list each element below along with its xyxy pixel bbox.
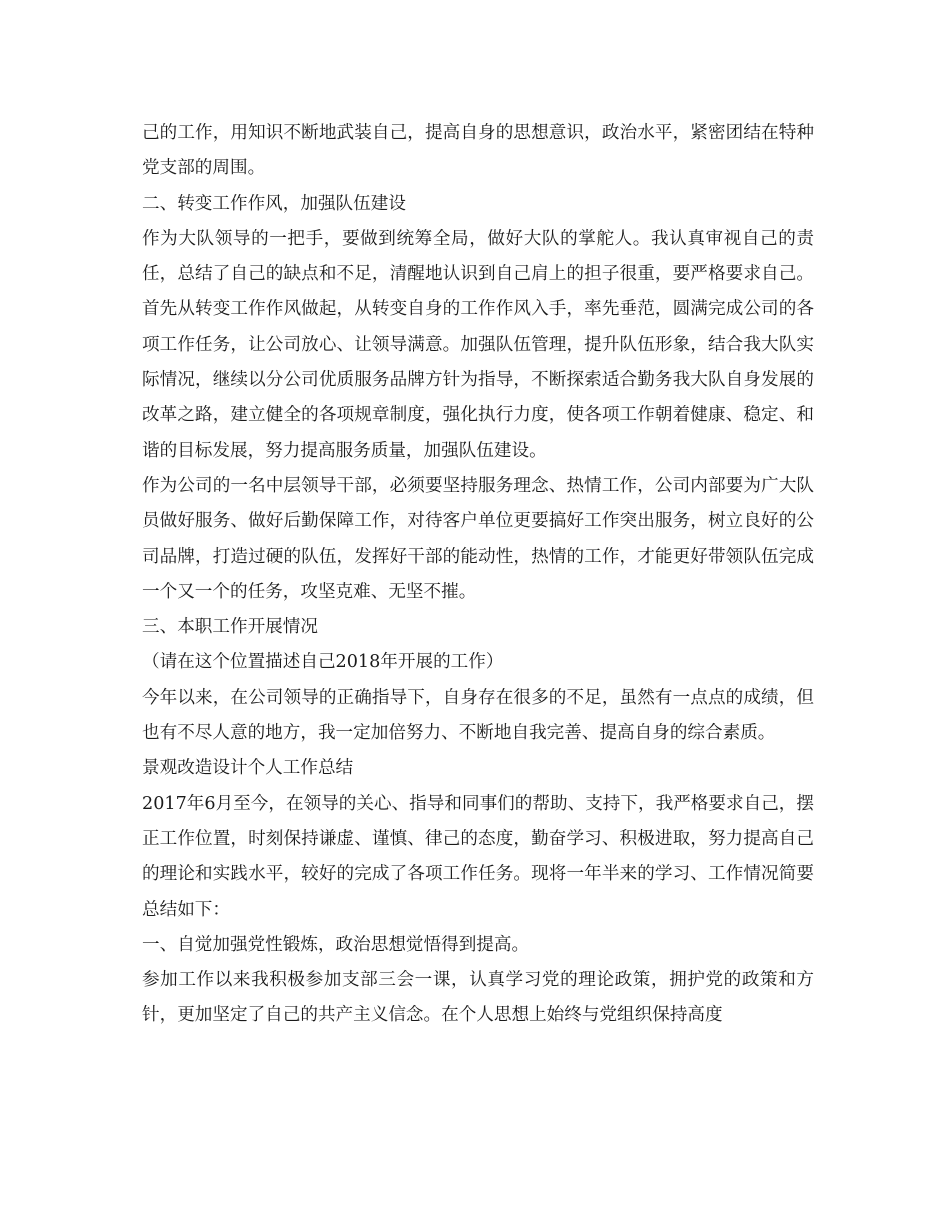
paragraph-leadership: 作为大队领导的一把手，要做到统筹全局，做好大队的掌舵人。我认真审视自己的责任，总结了自己的缺点和不足，清醒地认识到自己肩上的担子很重，要严格要求自己。首先从转变工作作风做起，从转变自身的工作作风入手，率先垂范，圆满完成公司的各项工作任务，让公司放心、让领导满意。加强队伍管理，提升队伍形象，结合我大队实际情况，继续以分公司优质服务品牌方针为指导，不断探索适合勤务我大队自身发展的改革之路，建立健全的各项规章制度，强化执行力度，使各项工作朝着健康、稳定、和谐的目标发展，努力提高服务质量，加强队伍建设。 (142, 228, 814, 461)
section-heading-1: 一、自觉加强党性锻炼，政治思想觉悟得到提高。 (142, 934, 530, 955)
paragraph-service: 作为公司的一名中层领导干部，必须要坚持服务理念、热情工作，公司内部要为广大队员做好服务、做好后勤保障工作，对待客户单位更要搞好工作突出服务，树立良好的公司品牌，打造过硬的队伍，发挥好干部的能动性，热情的工作，才能更好带领队伍完成一个又一个的任务，攻坚克难、无坚不摧。 (142, 475, 814, 602)
paragraph-party-study: 参加工作以来我积极参加支部三会一课，认真学习党的理论政策，拥护党的政策和方针，更加坚定了自己的共产主义信念。在个人思想上始终与党组织保持高度 (142, 970, 814, 1026)
section-heading-3: 三、本职工作开展情况 (142, 617, 318, 638)
section-heading-2: 二、转变工作作风，加强队伍建设 (142, 193, 406, 214)
placeholder-note: （请在这个位置描述自己2018年开展的工作） (142, 652, 504, 673)
document-title: 景观改造设计个人工作总结 (142, 758, 354, 779)
paragraph-self-assessment: 今年以来，在公司领导的正确指导下，自身存在很多的不足，虽然有一点点的成绩，但也有不尽人意的地方，我一定加倍努力、不断地自我完善、提高自身的综合素质。 (142, 687, 814, 744)
paragraph-continuation: 己的工作，用知识不断地武装自己，提高自身的思想意识，政治水平，紧密团结在特种党支部的周围。 (142, 123, 814, 179)
document-body (142, 116, 814, 1034)
paragraph-intro: 2017年6月至今，在领导的关心、指导和同事们的帮助、支持下，我严格要求自己，摆正工作位置，时刻保持谦虚、谨慎、律己的态度，勤奋学习、积极进取，努力提高自己的理论和实践水平，较好的完成了各项工作任务。现将一年半来的学习、工作情况简要总结如下： (142, 793, 814, 920)
